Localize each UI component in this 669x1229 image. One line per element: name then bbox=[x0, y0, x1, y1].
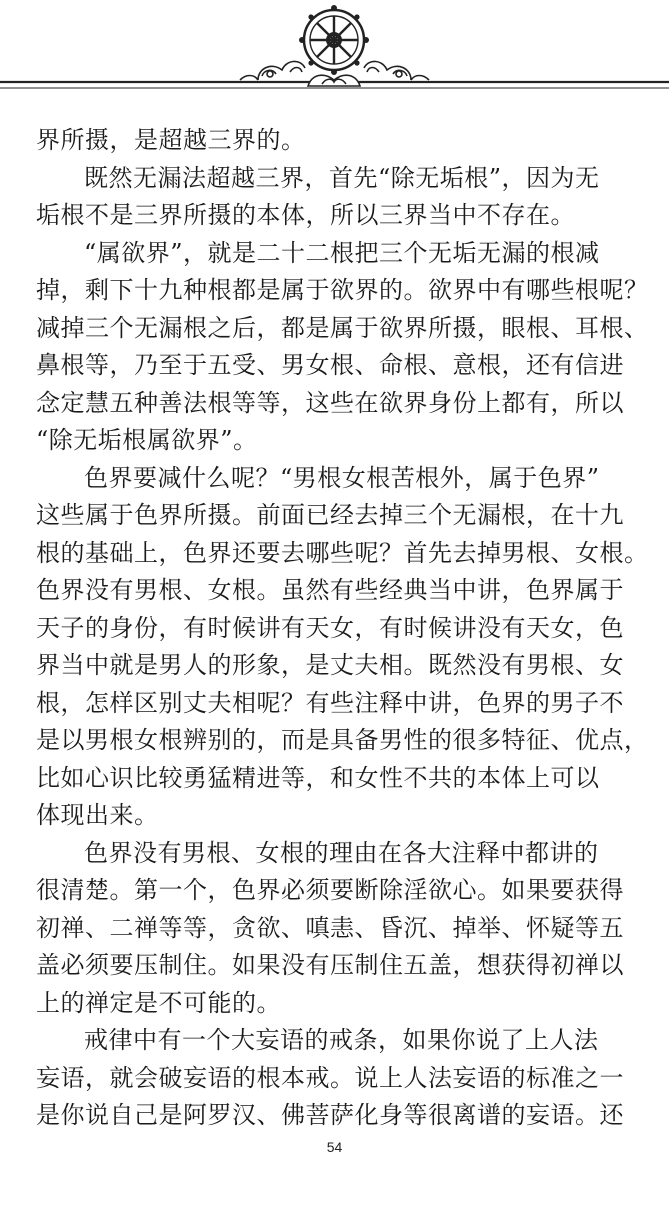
page-header-ornament bbox=[0, 0, 669, 100]
page-number: 54 bbox=[326, 1139, 343, 1155]
lotus-base-icon bbox=[308, 75, 360, 86]
text-line: 鼻根等，乃至于五受、男女根、命根、意根，还有信进 bbox=[36, 351, 624, 379]
text-line: 很清楚。第一个，色界必须要断除淫欲心。如果要获得 bbox=[36, 876, 624, 904]
text-line: 根的基础上，色界还要去哪些呢？首先去掉男根、女根。 bbox=[36, 538, 649, 567]
dharma-wheel-icon bbox=[299, 5, 369, 75]
text-line: 这些属于色界所摄。前面已经去掉三个无漏根，在十九 bbox=[36, 501, 624, 529]
text-line: 体现出来。 bbox=[36, 801, 159, 829]
text-line: 界当中就是男人的形象，是丈夫相。既然没有男根、女 bbox=[36, 651, 624, 679]
text-line: 是你说自己是阿罗汉、佛菩萨化身等很离谱的妄语。还 bbox=[36, 1101, 624, 1129]
text-line: 是以男根女根辨别的，而是具备男性的很多特征、优点， bbox=[36, 726, 649, 754]
text-line: 盖必须要压制住。如果没有压制住五盖，想获得初禅以 bbox=[36, 951, 624, 979]
text-line: 掉，剩下十九种根都是属于欲界的。欲界中有哪些根呢？ bbox=[36, 276, 649, 304]
text-line: 色界没有男根、女根。虽然有些经典当中讲，色界属于 bbox=[36, 576, 624, 604]
text-line: “除无垢根属欲界”。 bbox=[36, 426, 258, 454]
text-line: 减掉三个无漏根之后，都是属于欲界所摄，眼根、耳根、 bbox=[36, 313, 649, 342]
text-line: 初禅、二禅等等，贪欲、嗔恚、昏沉、掉举、怀疑等五 bbox=[36, 913, 624, 942]
text-line: 界所摄，是超越三界的。 bbox=[36, 126, 306, 154]
right-cloud-icon bbox=[364, 61, 429, 80]
text-line: 色界没有男根、女根的理由在各大注释中都讲的 bbox=[84, 838, 599, 867]
dharma-wheel-ornament bbox=[0, 0, 669, 100]
text-line: 垢根不是三界所摄的本体，所以三界当中不存在。 bbox=[36, 201, 575, 229]
text-line: 戒律中有一个大妄语的戒条，如果你说了上人法 bbox=[84, 1026, 599, 1054]
text-line: 比如心识比较勇猛精进等，和女性不共的本体上可以 bbox=[36, 763, 600, 792]
text-line: 色界要减什么呢？“男根女根苦根外，属于色界” bbox=[84, 463, 600, 492]
text-line: 妄语，就会破妄语的根本戒。说上人法妄语的标准之一 bbox=[36, 1063, 624, 1092]
text-line: 既然无漏法超越三界，首先“除无垢根”，因为无 bbox=[84, 163, 600, 192]
text-line: 天子的身份，有时候讲有天女，有时候讲没有天女，色 bbox=[36, 613, 624, 642]
body-text bbox=[36, 122, 649, 1135]
left-cloud-icon bbox=[240, 61, 305, 80]
text-line: 念定慧五种善法根等等，这些在欲界身份上都有，所以 bbox=[36, 388, 624, 417]
text-line: 上的禅定是不可能的。 bbox=[36, 988, 281, 1017]
text-line: 根，怎样区别丈夫相呢？有些注释中讲，色界的男子不 bbox=[36, 688, 624, 717]
text-line: “属欲界”，就是二十二根把三个无垢无漏的根减 bbox=[84, 238, 600, 267]
